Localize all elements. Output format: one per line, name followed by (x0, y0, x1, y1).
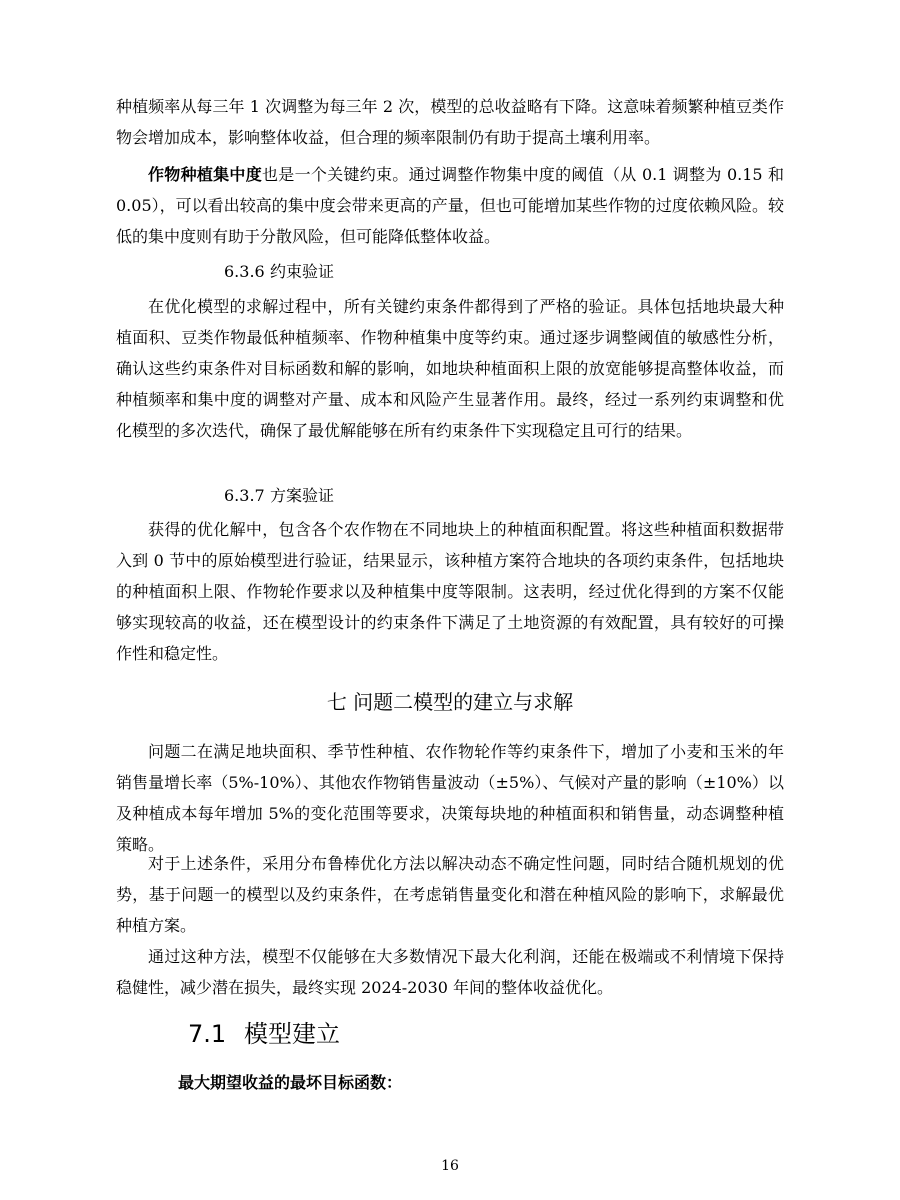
paragraph-concentration (116, 159, 784, 252)
chapter-heading: 七 问题二模型的建立与求解 (326, 690, 574, 714)
paragraph-concentration-text: 也是一个关键约束。通过调整作物集中度的阈值（从 0.1 调整为 0.15 和 0.05），可以看出较高的集中度会带来更高的产量，但也可能增加某些作物的过度依赖风险。较低的集中度则有助于分散风险，但可能降低整体收益。 (116, 165, 784, 246)
objective-function-label: 最大期望收益的最坏目标函数： (178, 1073, 403, 1092)
heading-6-3-6 (224, 256, 334, 287)
heading-title: 方案验证 (270, 486, 335, 505)
paragraph-problem-two: 问题二在满足地块面积、季节性种植、农作物轮作等约束条件下，增加了小麦和玉米的年销售量增长率（5%-10%）、其他农作物销售量波动（±5%）、气候对产量的影响（±10%）以及种植成本每年增加 5%的变化范围等要求，决策每块地的种植面积和销售量，动态调整种植策略。 (116, 742, 784, 854)
heading-number: 6.3.7 (224, 486, 265, 505)
section-number: 7.1 (188, 1020, 227, 1048)
bold-term: 作物种植集中度 (148, 165, 262, 184)
section-heading-7-1 (188, 1016, 340, 1052)
paragraph-scheme-validation: 获得的优化解中，包含各个农作物在不同地块上的种植面积配置。将这些种植面积数据带入到 0 节中的原始模型进行验证，结果显示，该种植方案符合地块的各项约束条件，包括地块的种植面积上限、作物轮作要求以及种植集中度等限制。这表明，经过优化得到的方案不仅能够实现较高的收益，还在模型设计的约束条件下满足了土地资源的有效配置，具有较好的可操作性和稳定性。 (116, 520, 784, 663)
section-title: 模型建立 (244, 1020, 340, 1048)
paragraph-planting-frequency: 种植频率从每三年 1 次调整为每三年 2 次，模型的总收益略有下降。这意味着频繁种植豆类作物会增加成本，影响整体收益，但合理的频率限制仍有助于提高土壤利用率。 (116, 97, 784, 147)
heading-6-3-7 (224, 480, 334, 511)
heading-title: 约束验证 (270, 262, 335, 281)
paragraph-robustness: 通过这种方法，模型不仅能够在大多数情况下最大化利润，还能在极端或不利情境下保持稳健性，减少潜在损失，最终实现 2024-2030 年间的整体收益优化。 (116, 947, 784, 997)
page-number: 16 (441, 1158, 459, 1174)
paragraph-constraint-validation: 在优化模型的求解过程中，所有关键约束条件都得到了严格的验证。具体包括地块最大种植面积、豆类作物最低种植频率、作物种植集中度等约束。通过逐步调整阈值的敏感性分析，确认这些约束条件对目标函数和解的影响，如地块种植面积上限的放宽能够提高整体收益，而种植频率和集中度的调整对产量、成本和风险产生显著作用。最终，经过一系列约束调整和优化模型的多次迭代，确保了最优解能够在所有约束条件下实现稳定且可行的结果。 (116, 297, 784, 440)
heading-number: 6.3.6 (224, 262, 265, 281)
paragraph-method: 对于上述条件，采用分布鲁棒优化方法以解决动态不确定性问题，同时结合随机规划的优势，基于问题一的模型以及约束条件，在考虑销售量变化和潜在种植风险的影响下，求解最优种植方案。 (116, 854, 784, 935)
